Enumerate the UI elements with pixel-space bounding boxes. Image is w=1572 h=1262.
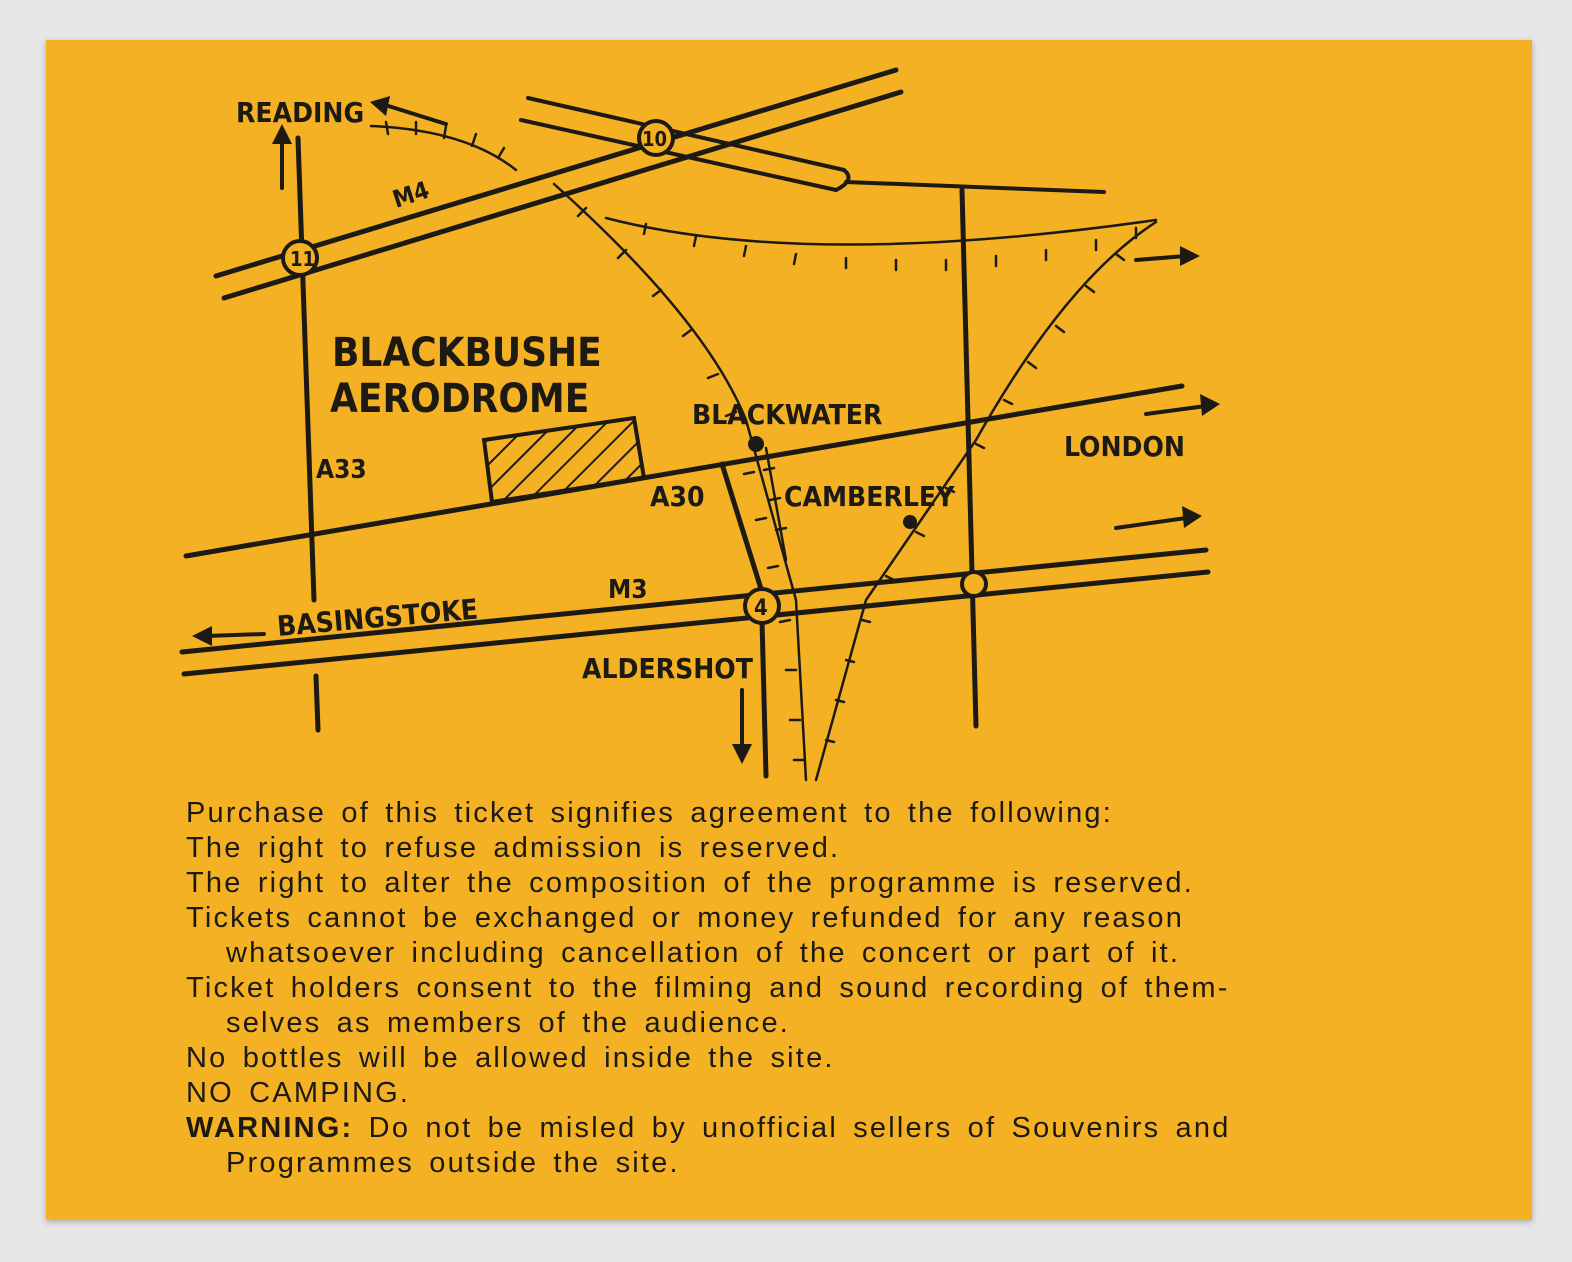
warning-text: Do not be misled by unofficial sellers of Souvenirs and xyxy=(353,1112,1231,1144)
eastern-junction-marker xyxy=(962,572,986,596)
basingstoke-label: BASINGSTOKE xyxy=(275,592,480,643)
junction-11-label: 11 xyxy=(290,247,316,271)
aldershot-label: ALDERSHOT xyxy=(582,652,753,685)
terms-line: NO CAMPING. xyxy=(186,1077,411,1109)
a33-road-south xyxy=(316,676,318,730)
ticket-terms xyxy=(186,796,1416,1181)
terms-line: The right to refuse admission is reserved. xyxy=(186,832,841,864)
m4-label: M4 xyxy=(389,175,433,214)
warning-label: WARNING: xyxy=(186,1112,354,1144)
terms-line: selves as members of the audience. xyxy=(226,1007,791,1039)
terms-line: Purchase of this ticket signifies agreement to the following: xyxy=(186,797,1113,829)
camberley-label: CAMBERLEY xyxy=(784,480,955,513)
aerodrome-site xyxy=(484,418,644,502)
camberley-dot xyxy=(903,515,917,529)
terms-line: No bottles will be allowed inside the site. xyxy=(186,1042,835,1074)
blackwater-dot xyxy=(748,436,764,452)
blackwater-label: BLACKWATER xyxy=(692,398,883,431)
aldershot-road-south xyxy=(762,620,766,776)
venue-name-line1: BLACKBUSHE xyxy=(332,330,602,376)
a30-label: A30 xyxy=(650,480,705,513)
aldershot-road xyxy=(722,464,762,592)
venue-name-line2: AERODROME xyxy=(330,376,590,422)
junction-4-label: 4 xyxy=(754,596,768,621)
warning-line xyxy=(186,1111,1416,1146)
a33-label: A33 xyxy=(316,455,367,485)
road-j10-east xyxy=(521,98,1104,192)
terms-line: whatsoever including cancellation of the concert or part of it. xyxy=(226,937,1181,969)
junction-10-label: 10 xyxy=(642,127,668,151)
m3-label: M3 xyxy=(608,575,648,605)
terms-line: The right to alter the composition of the programme is reserved. xyxy=(186,867,1195,899)
london-label: LONDON xyxy=(1064,430,1185,463)
reading-label: READING xyxy=(236,96,365,129)
a33-road xyxy=(298,138,314,600)
ticket xyxy=(46,40,1532,1220)
terms-line: Tickets cannot be exchanged or money refunded for any reason xyxy=(186,902,1185,934)
warning-line-continued: Programmes outside the site. xyxy=(226,1147,680,1179)
location-map xyxy=(46,40,1532,800)
terms-line: Ticket holders consent to the filming and sound recording of them- xyxy=(186,972,1230,1004)
